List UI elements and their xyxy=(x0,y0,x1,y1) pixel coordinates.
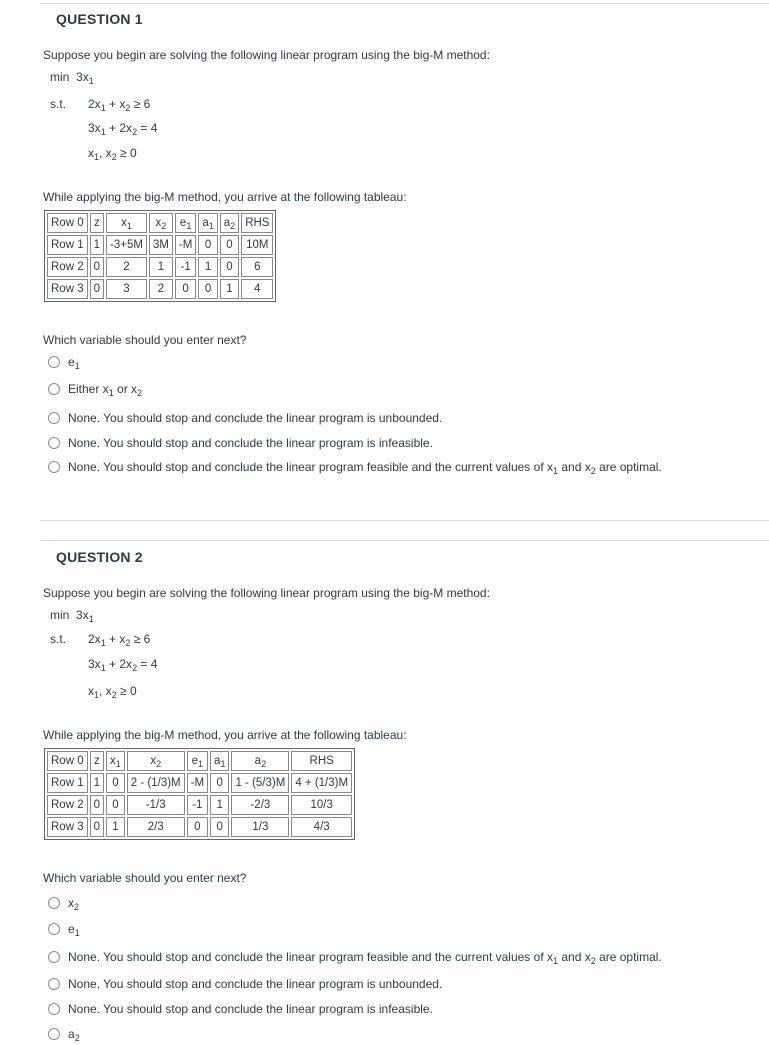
table-row: Row 1 1 -3+5M 3M -M 0 0 10M xyxy=(47,235,273,255)
table-row: Row 3 0 1 2/3 0 0 1/3 4/3 xyxy=(47,817,352,837)
q2-option-unbounded[interactable]: None. You should stop and conclude the linear program is unbounded. xyxy=(48,977,442,991)
table-row: Row 0 z $x_1$ $x_2$ $e_1$ $a_1$ $a_2$ RHS xyxy=(47,751,352,771)
table-row: Row 1 1 0 2 - (1/3)M -M 0 1 - (5/3)M 4 + (1/3)M xyxy=(47,773,352,793)
radio-button[interactable] xyxy=(48,437,60,449)
radio-button[interactable] xyxy=(48,412,60,424)
radio-button[interactable] xyxy=(48,978,60,990)
radio-button[interactable] xyxy=(48,951,60,963)
q1-constraint-1: $2x_1 + x_2 \ge 6$ xyxy=(88,97,151,113)
q2-option-x2[interactable]: $x_2$ xyxy=(48,896,79,910)
q2-option-optimal[interactable]: None. You should stop and conclude the linear program feasible and the current values of $x_1$ and $x_2$ are optimal. xyxy=(48,950,662,964)
q2-constraint-3: $x_1$, $x_2 \ge 0$ xyxy=(88,684,137,700)
q1-objective: $\min 3x_1$ xyxy=(50,70,94,86)
question-2-intro: Suppose you begin are solving the following linear program using the big-M method: xyxy=(43,586,490,600)
radio-button[interactable] xyxy=(48,383,60,395)
q2-objective: $\min 3x_1$ xyxy=(50,608,94,624)
q1-option-optimal[interactable]: None. You should stop and conclude the linear program feasible and the current values of $x_1$ and $x_2$ are optimal. xyxy=(48,460,662,474)
radio-button[interactable] xyxy=(48,1003,60,1015)
question-1-prompt: Which variable should you enter next? xyxy=(43,333,247,347)
q1-option-either[interactable]: Either $x_1$ or $x_2$ xyxy=(48,382,142,396)
q2-st-label: s.t. xyxy=(50,632,67,646)
question-2-title: QUESTION 2 xyxy=(56,549,143,565)
q1-constraint-3: $x_1$, $x_2 \ge 0$ xyxy=(88,146,137,162)
radio-button[interactable] xyxy=(48,897,60,909)
q1-option-infeasible[interactable]: None. You should stop and conclude the linear program is infeasible. xyxy=(48,436,433,450)
table-row: Row 0 z $x_1$ $x_2$ $e_1$ $a_1$ $a_2$ RHS xyxy=(47,213,273,233)
table-row: Row 2 0 2 1 -1 1 0 6 xyxy=(47,257,273,277)
q2-option-infeasible[interactable]: None. You should stop and conclude the linear program is infeasible. xyxy=(48,1002,433,1016)
q2-constraint-2: $3x_1 + 2x_2 = 4$ xyxy=(88,657,158,673)
radio-button[interactable] xyxy=(48,923,60,935)
radio-button[interactable] xyxy=(48,461,60,473)
q1-option-e1[interactable]: $e_1$ xyxy=(48,355,80,369)
question-1-tableau-intro: While applying the big-M method, you arrive at the following tableau: xyxy=(43,190,407,204)
q1-st-label: s.t. xyxy=(50,97,67,111)
table-row: Row 3 0 3 2 0 0 1 4 xyxy=(47,279,273,299)
q2-constraint-1: $2x_1 + x_2 \ge 6$ xyxy=(88,632,151,648)
q1-option-unbounded[interactable]: None. You should stop and conclude the linear program is unbounded. xyxy=(48,411,442,425)
q2-option-e1[interactable]: $e_1$ xyxy=(48,922,80,936)
q2-tableau xyxy=(44,748,355,840)
radio-button[interactable] xyxy=(48,356,60,368)
divider xyxy=(40,540,769,541)
question-1-title: QUESTION 1 xyxy=(56,11,143,27)
q1-constraint-2: $3x_1 + 2x_2 = 4$ xyxy=(88,121,158,137)
question-2-tableau-intro: While applying the big-M method, you arrive at the following tableau: xyxy=(43,728,407,742)
table-row: Row 2 0 0 -1/3 -1 1 -2/3 10/3 xyxy=(47,795,352,815)
q1-tableau xyxy=(44,210,276,302)
question-2-prompt: Which variable should you enter next? xyxy=(43,871,247,885)
divider xyxy=(40,520,769,521)
question-1-intro: Suppose you begin are solving the following linear program using the big-M method: xyxy=(43,48,490,62)
q2-option-a2[interactable]: $a_2$ xyxy=(48,1027,80,1041)
top-divider xyxy=(40,3,769,4)
radio-button[interactable] xyxy=(48,1028,60,1040)
